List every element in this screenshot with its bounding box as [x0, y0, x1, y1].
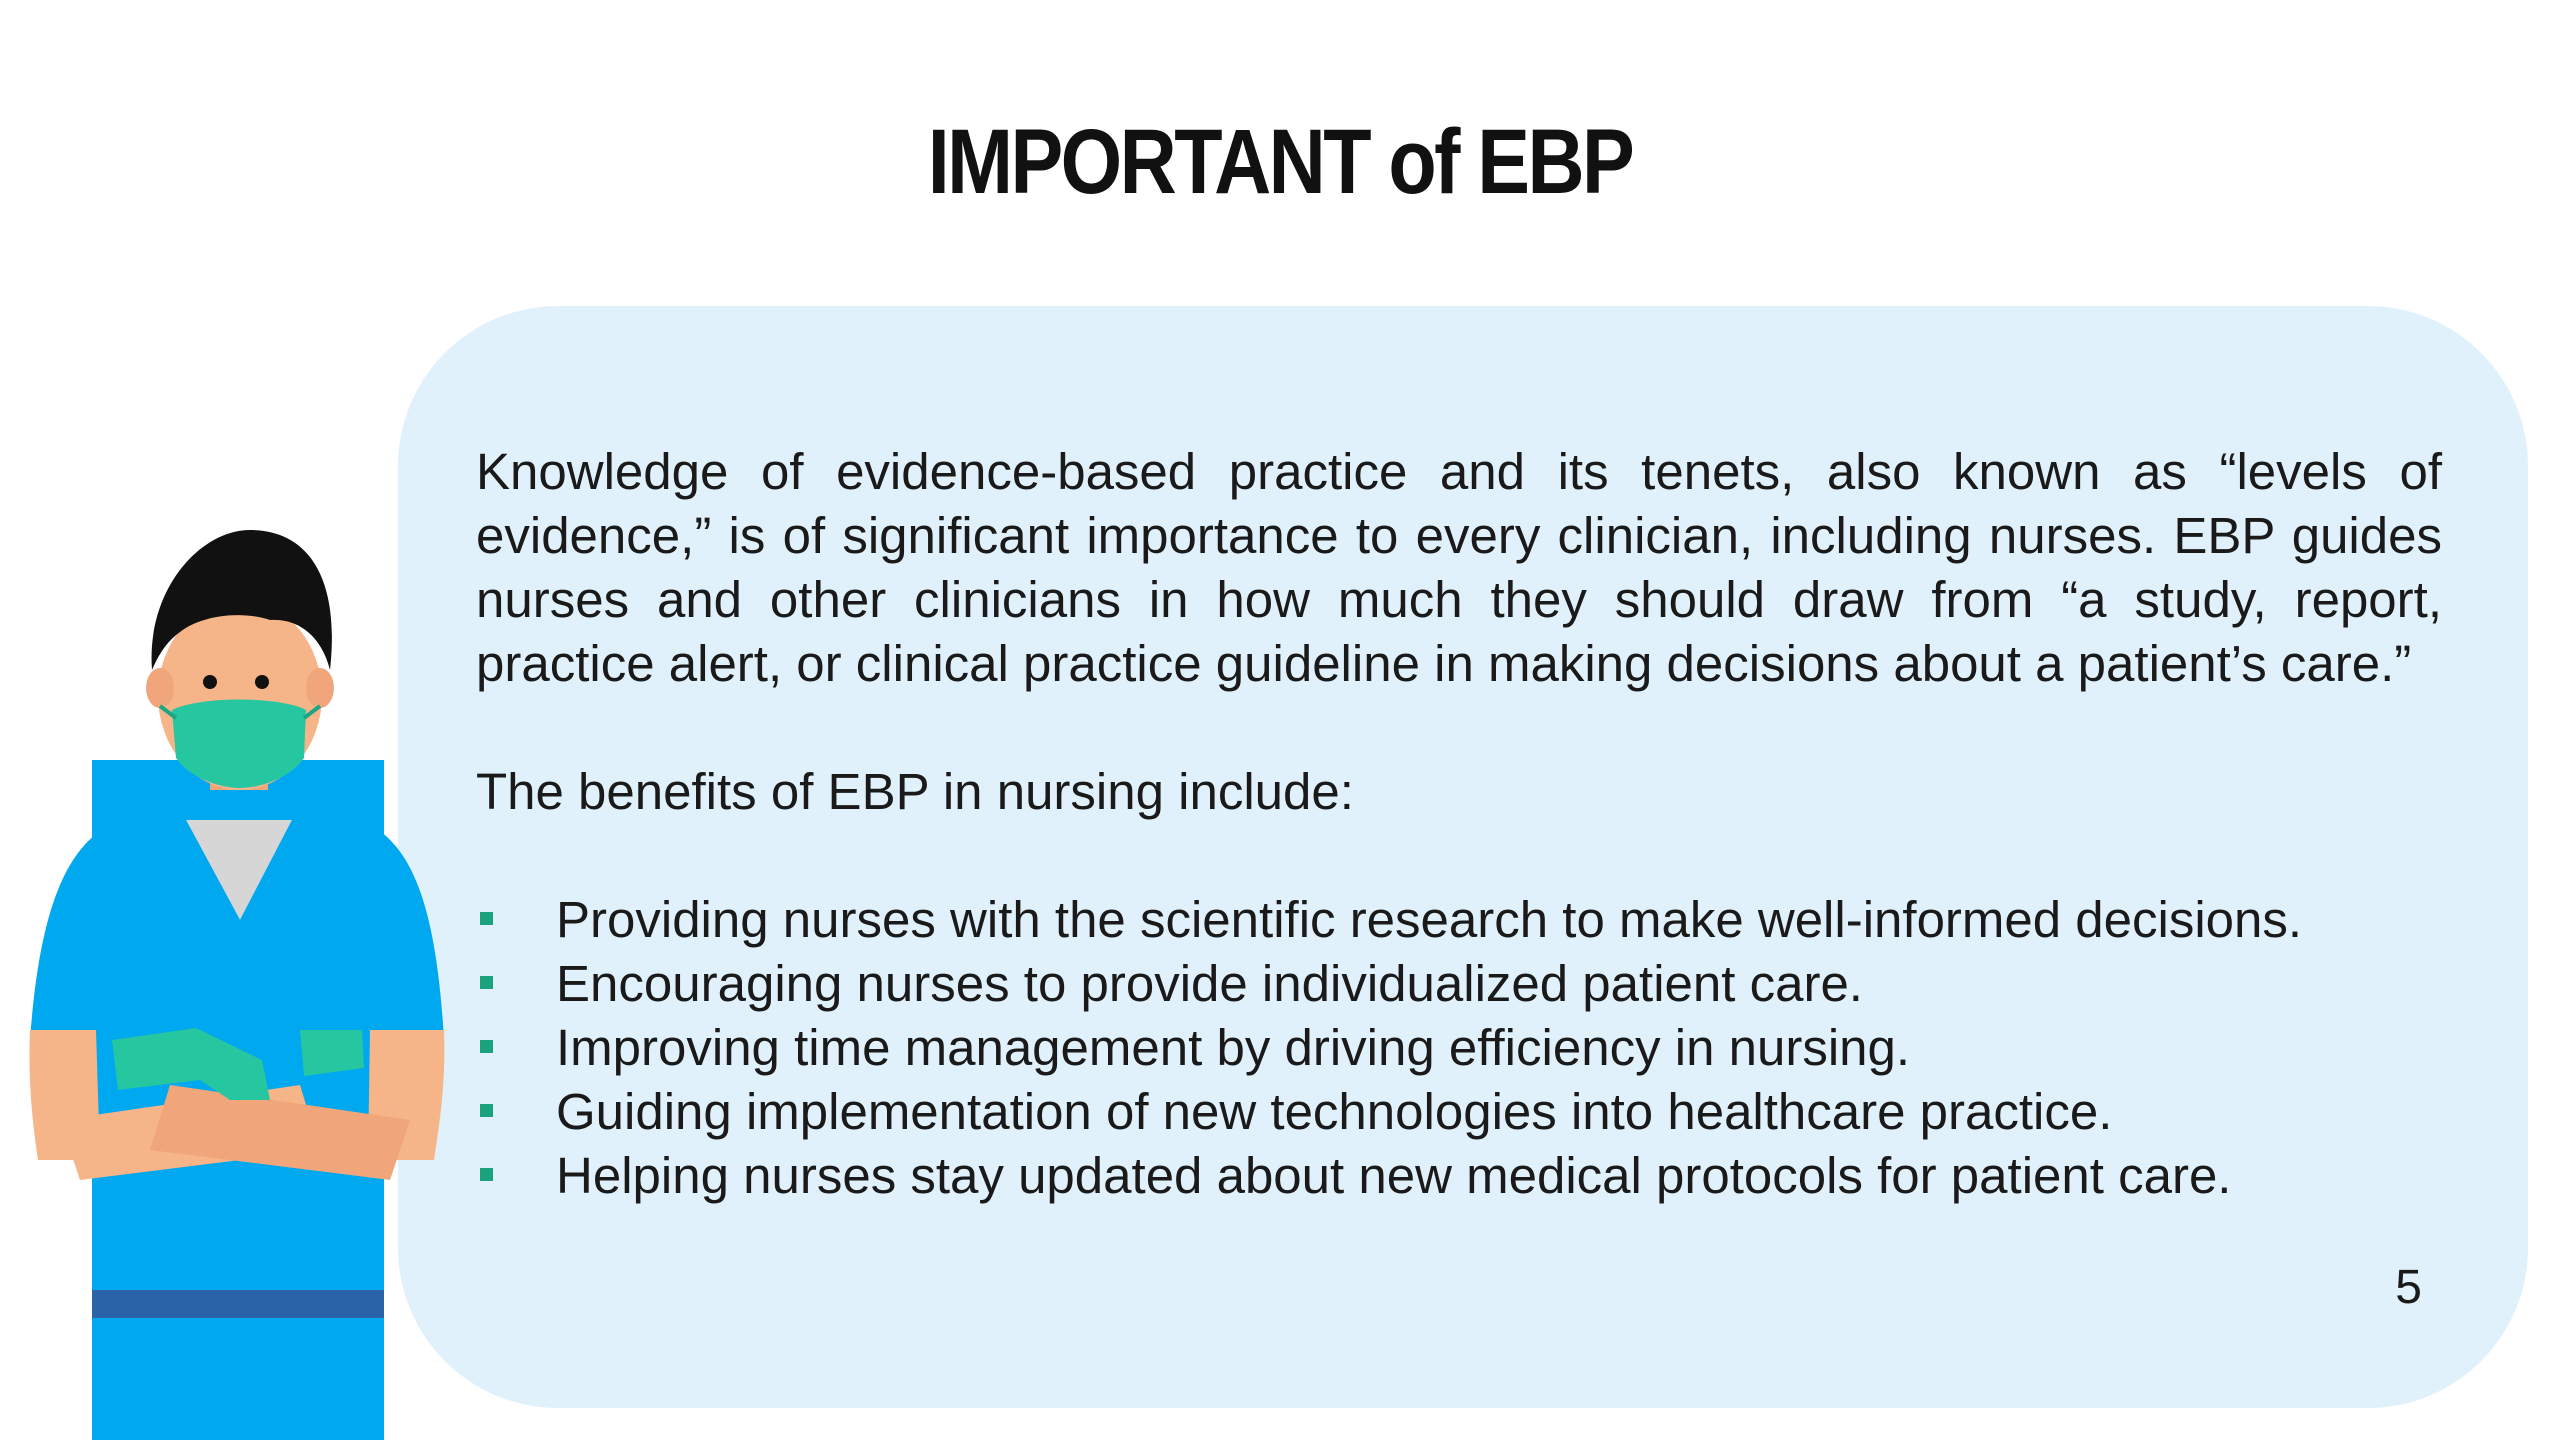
benefit-text: Guiding implementation of new technologies into healthcare practice. [556, 1083, 2113, 1140]
nurse-ear-right [306, 668, 334, 708]
nurse-illustration [0, 520, 470, 1440]
intro-paragraph: Knowledge of evidence-based practice and its tenets, also known as “levels of evidence,” is of significant importance to every clinician, including nurses. EBP guides nurses and other clinicians in how much they should draw from “a study, report, practice alert, or clinical practice guideline in making decisions about a patient’s care.” [476, 443, 2442, 692]
nurse-ear-left [146, 668, 174, 708]
nurse-waistband [92, 1290, 384, 1318]
benefit-item [476, 1016, 2442, 1080]
square-bullet-icon [480, 912, 493, 925]
benefits-list [476, 888, 2442, 1208]
square-bullet-icon [480, 1104, 493, 1117]
nurse-eye-right [255, 675, 269, 689]
benefit-text: Encouraging nurses to provide individualized patient care. [556, 955, 1863, 1012]
page-number: 5 [2395, 1261, 2422, 1314]
square-bullet-icon [480, 1040, 493, 1053]
benefit-item [476, 1080, 2442, 1144]
square-bullet-icon [480, 976, 493, 989]
slide-body [476, 440, 2442, 1208]
benefit-text: Helping nurses stay updated about new medical protocols for patient care. [556, 1147, 2232, 1204]
benefit-item [476, 888, 2442, 952]
benefit-item [476, 1144, 2442, 1208]
nurse-eye-left [203, 675, 217, 689]
benefits-intro: The benefits of EBP in nursing include: [476, 763, 1354, 820]
nurse-glove-right [300, 1030, 364, 1076]
benefit-text: Providing nurses with the scientific research to make well-informed decisions. [556, 891, 2303, 948]
benefit-text: Improving time management by driving efficiency in nursing. [556, 1019, 1911, 1076]
square-bullet-icon [480, 1168, 493, 1181]
benefit-item [476, 952, 2442, 1016]
slide-title: IMPORTANT of EBP [927, 111, 1633, 213]
